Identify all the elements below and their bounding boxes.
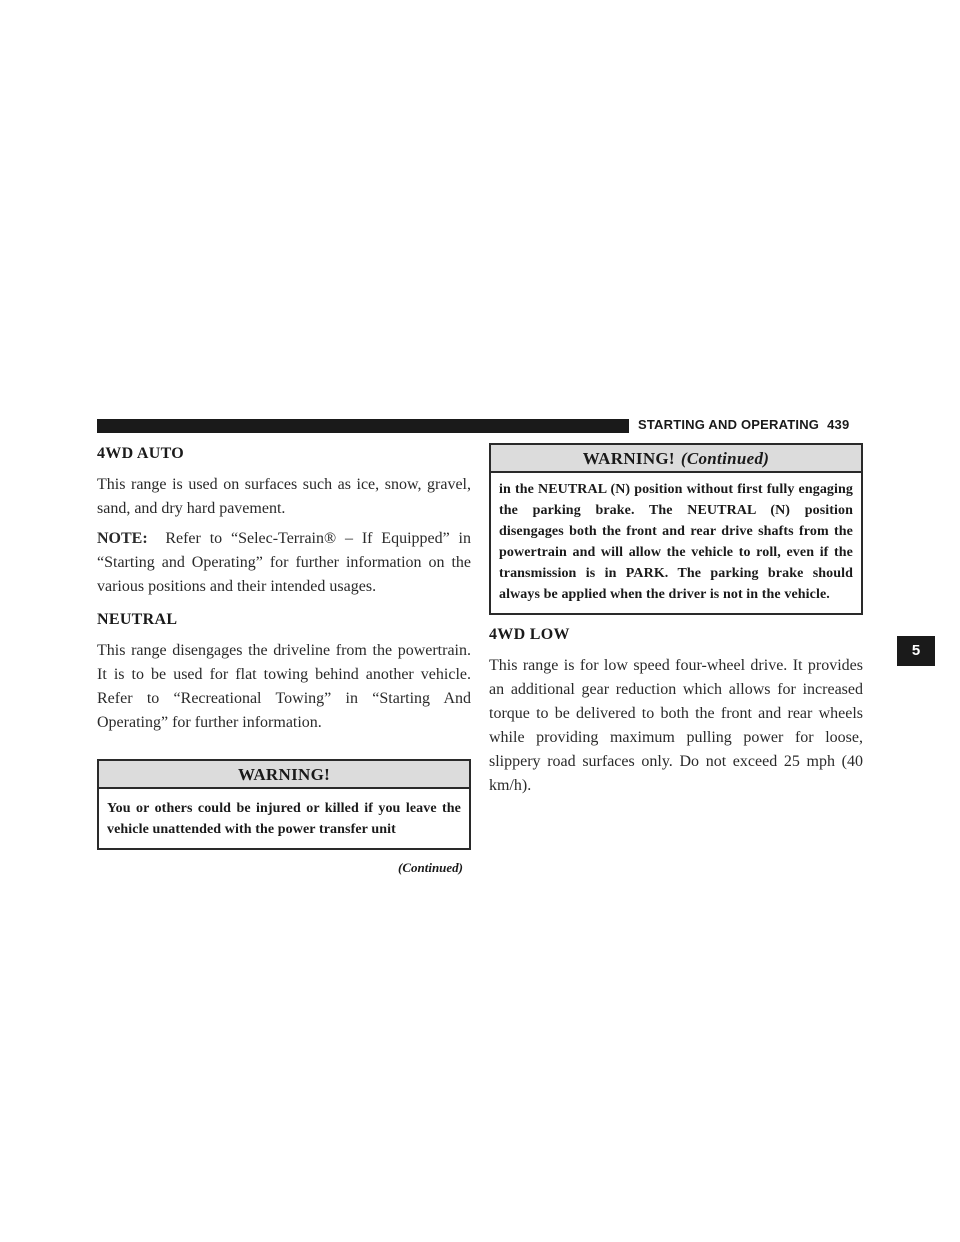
note-paragraph bbox=[97, 527, 471, 599]
running-header bbox=[638, 417, 868, 432]
heading-4wd-low: 4WD LOW bbox=[489, 626, 570, 643]
note-label: NOTE: bbox=[97, 530, 148, 547]
warning-continued-label: (Continued) bbox=[680, 449, 770, 468]
warning-header-continued bbox=[491, 445, 861, 473]
paragraph-4wd-low: This range is for low speed four-wheel drive. It provides an additional gear reduction which allows for increased torque to be delivered to both the front and rear wheels while providing maximum pulling power for loose, slippery road surfaces only. Do not exceed 25 mph (40 km/h). bbox=[489, 657, 863, 794]
continued-label: (Continued) bbox=[397, 860, 463, 875]
warning-box bbox=[97, 759, 471, 850]
heading-4wd-auto: 4WD AUTO bbox=[97, 445, 185, 462]
chapter-tab: 5 bbox=[897, 636, 935, 666]
warning-text-continued: in the NEUTRAL (N) position without first fully engaging the parking brake. The NEUTRAL (N) position disengages both the front and rear drive shafts from the powertrain and will allow the vehicle to roll, even if the transmission is in PARK. The parking brake should always be applied when the driver is not in the vehicle. bbox=[499, 482, 853, 602]
warning-box-continued bbox=[489, 443, 863, 615]
note-text: Refer to “Selec-Terrain® – If Equipped” in “Starting and Operating” for further information on the various positions and their intended usages. bbox=[97, 530, 471, 595]
paragraph-4wd-auto: This range is used on surfaces such as ice, snow, gravel, sand, and dry hard pavement. bbox=[97, 476, 471, 517]
paragraph-neutral: This range disengages the driveline from the powertrain. It is to be used for flat towing behind another vehicle. Refer to “Recreational Towing” in “Starting And Operating” for further information. bbox=[97, 642, 471, 731]
warning-header bbox=[99, 761, 469, 789]
right-column bbox=[489, 443, 863, 798]
header-rule bbox=[97, 419, 629, 433]
warning-text: You or others could be injured or killed if you leave the vehicle unattended with the power transfer unit bbox=[107, 801, 461, 837]
section-title: STARTING AND OPERATING bbox=[638, 417, 820, 432]
page-number: 439 bbox=[827, 417, 850, 432]
warning-title: WARNING! bbox=[237, 765, 331, 784]
left-column bbox=[97, 443, 471, 876]
warning-title: WARNING! bbox=[582, 449, 675, 468]
heading-neutral: NEUTRAL bbox=[97, 611, 178, 628]
